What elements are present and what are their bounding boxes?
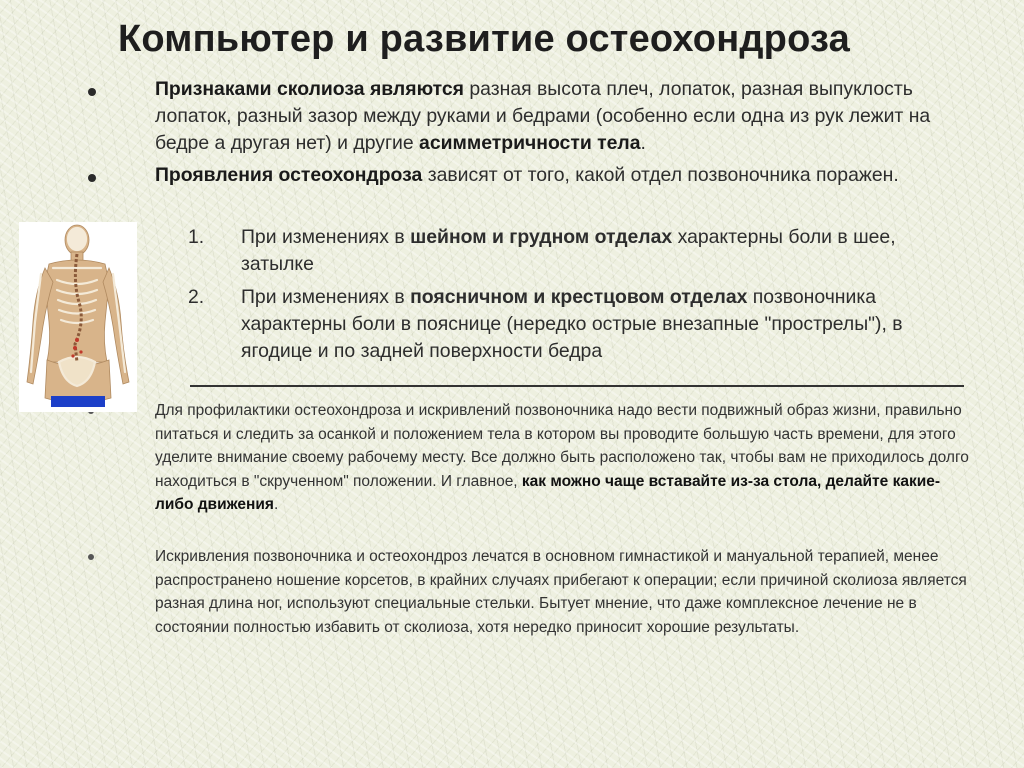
list-item-cervical [241,224,971,278]
text-span: разная высота плеч, лопаток, разная выпуклость лопаток, разный зазор между руками и бедрами (особенно если одна из рук лежит на бедре а другая нет) и другие [155,78,931,154]
separator-line [190,385,964,387]
bullet-marker [88,554,94,560]
bullet-marker [88,174,96,182]
text-span: . [273,496,279,513]
text-span: характерны боли в шее, затылке [241,226,896,275]
text-span: При изменениях в [241,226,411,248]
text-span: позвоночника характерны боли в пояснице (нередко острые внезапные "прострелы"), в ягодице и по задней поверхности бедра [241,286,903,362]
bold-term: асимметричности тела [419,132,641,154]
paragraph-treatment [155,545,975,639]
paragraph-prevention [155,399,975,517]
list-number: 2. [188,286,205,308]
text-span: Для профилактики остеохондроза и искривлений позвоночника надо вести подвижный образ жизни, правильно питаться и следить за осанкой и положением тела в котором вы проводите большую часть времени, для этого уделите внимание своему рабочему месту. Все должно быть расположено так, чтобы вам не приходилось долго находиться в "скрученном" положении. И главное, [155,402,969,490]
list-number: 1. [188,226,205,248]
text-span: зависят от того, какой отдел позвоночника поражен. [422,164,899,186]
bold-term: как можно чаще вставайте из-за стола, делайте какие-либо движения [155,472,941,513]
text-span: . [640,132,646,154]
slide-title: Компьютер и развитие остеохондроза [118,18,850,60]
text-span: При изменениях в [241,286,411,308]
skeleton-back-icon [19,222,137,412]
list-item-lumbar [241,284,971,365]
bold-term: Признаками сколиоза являются [155,78,464,100]
skeleton-illustration [19,222,137,412]
accent-bar [51,396,105,407]
bold-term: Проявления остеохондроза [155,164,423,186]
text-span: Искривления позвоночника и остеохондроз лечатся в основном гимнастикой и мануальной терапией, менее распространено ношение корсетов, в крайних случаях прибегают к операции; если причиной сколиоза является разная длина ног, используют специальные стельки. Бытует мнение, что даже комплексное лечение не в состоянии полностью избавить от сколиоза, хотя нередко приносит хорошие результаты. [155,548,967,636]
bullet-marker [88,88,96,96]
bold-term: шейном и грудном отделах [410,226,673,248]
paragraph-scoliosis-signs [155,76,975,157]
paragraph-osteochondrosis-manifestations [155,162,975,189]
bold-term: поясничном и крестцовом отделах [410,286,748,308]
